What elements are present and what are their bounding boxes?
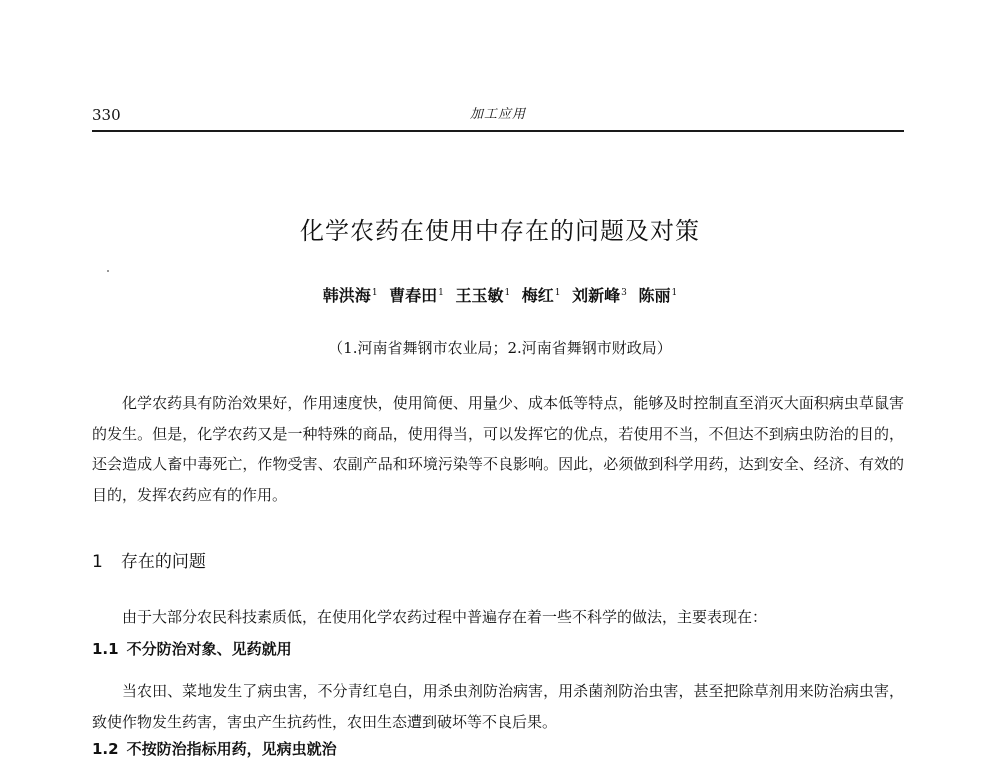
- author-name: 陈丽: [638, 286, 671, 306]
- subsection-title: 不分防治对象、见药就用: [126, 640, 292, 658]
- author: [323, 286, 378, 305]
- author: [389, 286, 444, 305]
- page-number: 330: [92, 106, 121, 124]
- author-name: 刘新峰: [572, 286, 621, 306]
- section-heading: [92, 550, 206, 574]
- section-title: 存在的问题: [120, 552, 206, 572]
- affiliation-marker: 1: [671, 288, 678, 298]
- author-name: 韩洪海: [322, 286, 371, 306]
- affiliation-marker: 1: [371, 288, 378, 298]
- section-number: 1: [92, 552, 103, 572]
- running-header: [92, 104, 904, 132]
- author-name: 王玉敏: [455, 286, 504, 306]
- subsection-paragraph: 当农田、菜地发生了病虫害，不分青红皂白，用杀虫剂防治病害，用杀菌剂防治虫害，甚至把除草剂用来防治病虫害，致使作物发生药害，害虫产生抗药性，农田生态遭到破坏等不良后果。: [92, 682, 904, 731]
- author: [455, 286, 510, 305]
- subsection-title: 不按防治指标用药，见病虫就治: [126, 740, 337, 758]
- affiliation-marker: 3: [621, 288, 627, 298]
- author: [572, 286, 627, 305]
- subsection-heading: [92, 638, 292, 660]
- subsection-number: 1.1: [92, 640, 119, 658]
- subsection-heading: [92, 738, 337, 760]
- author-name: 曹春田: [389, 286, 438, 306]
- section-intro-paragraph: 由于大部分农民科技素质低，在使用化学农药过程中普遍存在着一些不科学的做法，主要表现在：: [122, 608, 768, 626]
- scan-speck: [107, 270, 109, 272]
- opening-paragraph: 化学农药具有防治效果好，作用速度快，使用简便、用量少、成本低等特点，能够及时控制直至消灭大面积病虫草鼠害的发生。但是，化学农药又是一种特殊的商品，使用得当，可以发挥它的优点，若使用不当，不但达不到病虫防治的目的，还会造成人畜中毒死亡，作物受害、农副产品和环境污染等不良影响。因此，必须做到科学用药，达到安全、经济、有效的目的，发挥农药应有的作用。: [92, 394, 904, 504]
- affiliation-marker: 1: [554, 288, 561, 298]
- author: [522, 286, 561, 305]
- author: [638, 286, 677, 305]
- author-affiliations: （1.河南省舞钢市农业局；2.河南省舞钢市财政局）: [328, 339, 672, 357]
- journal-section-title: 加工应用: [469, 107, 526, 122]
- subsection-number: 1.2: [92, 740, 119, 758]
- author-name: 梅红: [521, 286, 554, 306]
- affiliation-marker: 1: [504, 288, 511, 298]
- affiliation-marker: 1: [438, 288, 444, 298]
- author-list: [0, 282, 1000, 307]
- article-title: 化学农药在使用中存在的问题及对策: [300, 217, 700, 245]
